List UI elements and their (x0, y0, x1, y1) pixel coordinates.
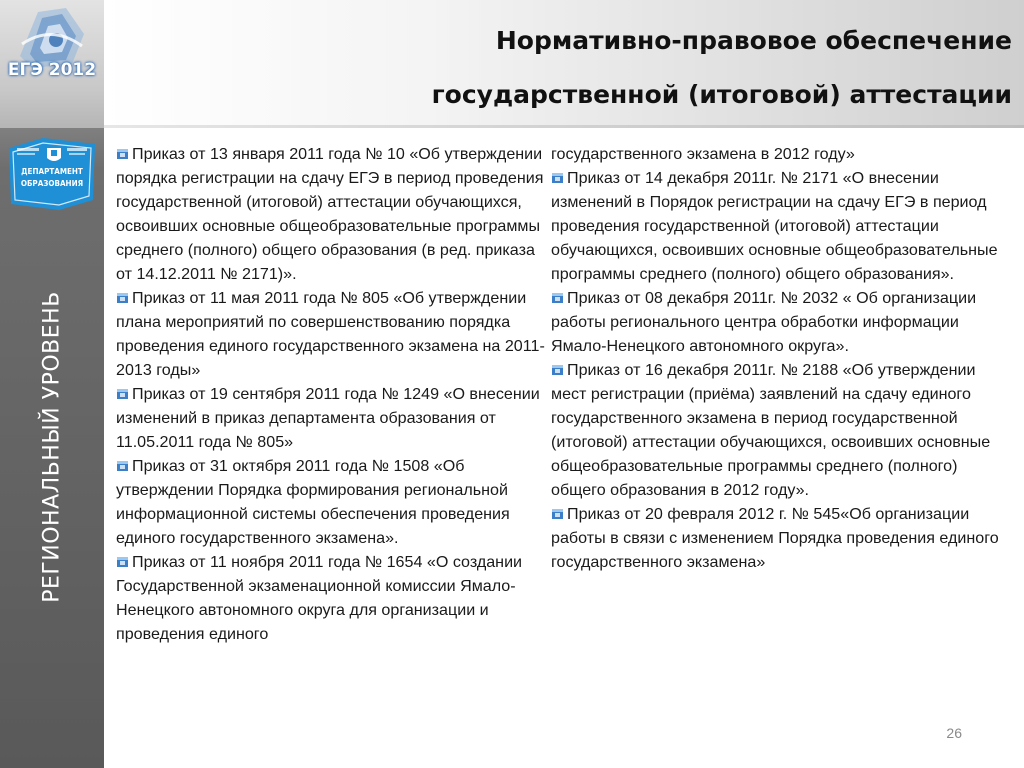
bullet-icon (551, 291, 564, 304)
left-column (116, 142, 548, 646)
bullet-icon (551, 171, 564, 184)
dept-logo-text-1: ДЕПАРТАМЕНТ (21, 167, 83, 176)
title-line-1: Нормативно-правовое обеспечение (495, 26, 1012, 55)
list-item (116, 286, 548, 382)
list-item-text: Приказ от 16 декабря 2011г. № 2188 «Об утверждении мест регистрации (приёма) заявлений на сдачу единого государственного экзамена в период государственной (итоговой) аттестации обучающихся, освоивших основные общеобразовательные программы среднего (полного) общего образования в 2012 году». (551, 361, 991, 499)
page-number: 26 (946, 725, 962, 741)
list-item (551, 358, 1001, 502)
bullet-icon (116, 147, 129, 160)
bullet-icon (551, 507, 564, 520)
list-item (551, 166, 1001, 286)
list-item (116, 454, 548, 550)
dept-logo-text-2: ОБРАЗОВАНИЯ (20, 179, 84, 188)
list-item-text: Приказ от 11 мая 2011 года № 805 «Об утверждении плана мероприятий по совершенствованию порядка проведения единого государственного экзамена на 2011-2013 годы» (116, 289, 545, 379)
right-column (551, 142, 1001, 574)
bullet-icon (116, 291, 129, 304)
page-title (312, 14, 1012, 122)
list-item-text: Приказ от 11 ноября 2011 года № 1654 «О создании Государственной экзаменационной комиссии Ямало-Ненецкого автономного округа для организации и проведения единого (116, 553, 523, 643)
header-band (104, 0, 1024, 128)
list-item-text: Приказ от 31 октября 2011 года № 1508 «Об утверждении Порядка формирования региональной информационной системы обеспечения проведения единого государственного экзамена». (116, 457, 510, 547)
sidebar (0, 0, 104, 768)
ege-logo-area (0, 0, 104, 128)
list-item-text: Приказ от 20 февраля 2012 г. № 545«Об организации работы в связи с изменением Порядка проведения единого государственного экзамена» (551, 505, 999, 571)
section-label: РЕГИОНАЛЬНЫЙ УРОВЕНЬ (39, 291, 65, 603)
ege-logo-text: ЕГЭ 2012 (7, 60, 97, 80)
bullet-icon (551, 363, 564, 376)
list-item (116, 550, 548, 646)
list-item (551, 502, 1001, 574)
bullet-icon (116, 459, 129, 472)
list-item-text: Приказ от 08 декабря 2011г. № 2032 « Об организации работы регионального центра обработки информации Ямало-Ненецкого автономного округа». (551, 289, 977, 355)
list-item (116, 142, 548, 286)
list-item (551, 286, 1001, 358)
bullet-icon (116, 555, 129, 568)
list-item-continuation: государственного экзамена в 2012 году» (551, 145, 855, 163)
title-line-2: государственной (итоговой) аттестации (431, 80, 1012, 109)
list-item-text: Приказ от 19 сентября 2011 года № 1249 «О внесении изменений в приказ департамента образования от 11.05.2011 года № 805» (116, 385, 540, 451)
list-item-text: Приказ от 13 января 2011 года № 10 «Об утверждении порядка регистрации на сдачу ЕГЭ в период проведения государственной (итоговой) аттестации обучающихся, освоивших основные общеобразовательные программы среднего (полного) общего образования (в ред. приказа от 14.12.2011 № 2171)». (116, 145, 544, 283)
list-item (116, 382, 548, 454)
list-item-text: Приказ от 14 декабря 2011г. № 2171 «О внесении изменений в Порядок регистрации на сдачу ЕГЭ в период проведения государственной (итоговой) аттестации обучающихся, освоивших основные общеобразовательные программы среднего (полного) общего образования». (551, 169, 998, 283)
bullet-icon (116, 387, 129, 400)
